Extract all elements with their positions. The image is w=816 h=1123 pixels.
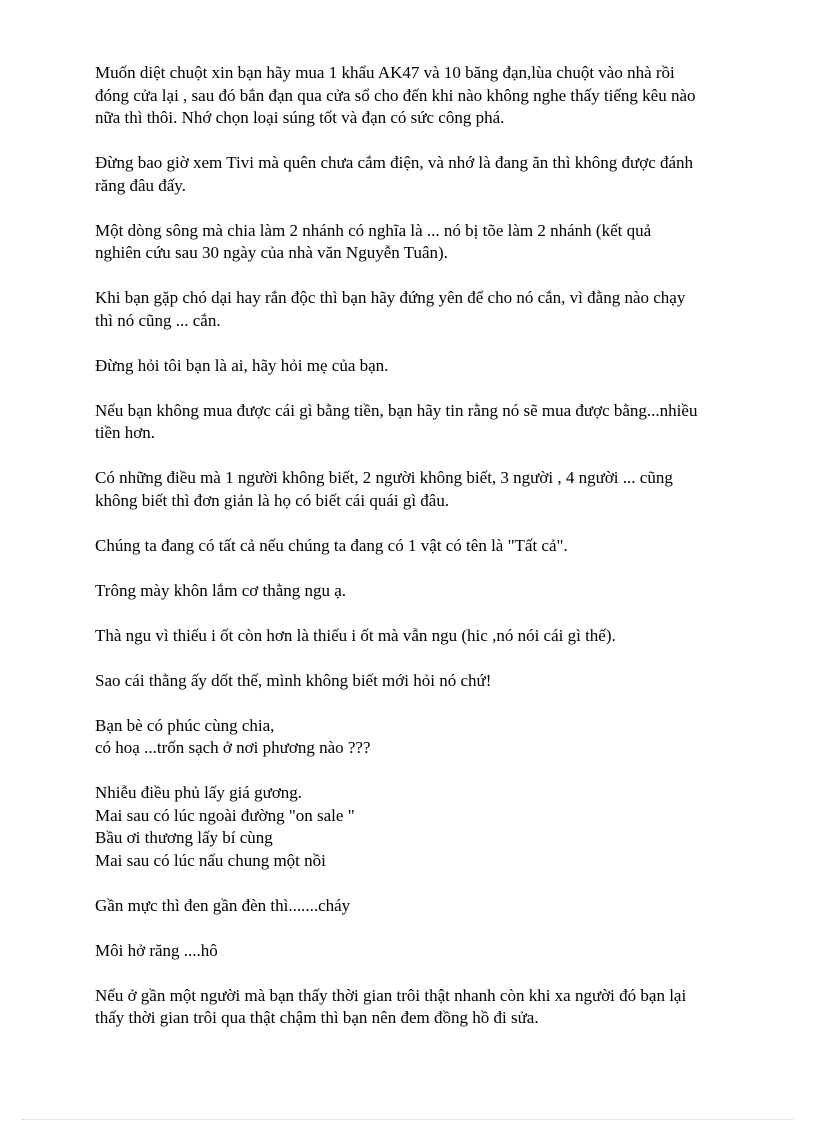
paragraph-3 bbox=[95, 220, 765, 265]
text-line: nghiên cứu sau 30 ngày của nhà văn Nguyễn Tuân). bbox=[95, 243, 448, 262]
text-line: có hoạ ...trốn sạch ở nơi phương nào ??? bbox=[95, 738, 371, 757]
text-line: Gần mực thì đen gần đèn thì.......cháy bbox=[95, 895, 351, 915]
text-line: thì nó cũng ... cắn. bbox=[95, 310, 221, 330]
paragraph-4 bbox=[95, 287, 765, 332]
text-line: nữa thì thôi. Nhớ chọn loại súng tốt và đạn có sức công phá. bbox=[95, 108, 505, 127]
paragraph-9 bbox=[95, 580, 765, 603]
paragraph-10 bbox=[95, 625, 765, 648]
paragraph-2 bbox=[95, 152, 765, 197]
text-line: không biết thì đơn giản là họ có biết cái quái gì đâu. bbox=[95, 490, 450, 510]
paragraph-7 bbox=[95, 467, 765, 512]
paragraph-6 bbox=[95, 400, 765, 445]
text-line: Bầu ơi thương lấy bí cùng bbox=[95, 828, 273, 847]
paragraph-14 bbox=[95, 895, 765, 918]
text-line: Một dòng sông mà chia làm 2 nhánh có nghĩa là ... nó bị tõe làm 2 nhánh (kết quả bbox=[95, 220, 652, 240]
text-line: Đừng hỏi tôi bạn là ai, hãy hỏi mẹ của bạn. bbox=[95, 355, 389, 375]
paragraph-1 bbox=[95, 62, 765, 130]
text-line: Muốn diệt chuột xin bạn hãy mua 1 khẩu AK47 và 10 băng đạn,lùa chuột vào nhà rồi bbox=[95, 63, 675, 82]
text-line: Nếu bạn không mua được cái gì bằng tiền, bạn hãy tin rằng nó sẽ mua được bằng...nhiều bbox=[95, 400, 698, 420]
text-line: Bạn bè có phúc cùng chia, bbox=[95, 715, 275, 735]
text-line: Chúng ta đang có tất cả nếu chúng ta đang có 1 vật có tên là "Tất cả". bbox=[95, 535, 568, 555]
paragraph-15 bbox=[95, 940, 765, 963]
text-line: răng đâu đấy. bbox=[95, 175, 186, 195]
text-line: đóng cửa lại , sau đó bắn đạn qua cửa sổ cho đến khi nào không nghe thấy tiếng kêu nào bbox=[95, 85, 696, 105]
text-line: Khi bạn gặp chó dại hay rắn độc thì bạn hãy đứng yên để cho nó cắn, vì đằng nào chạy bbox=[95, 288, 686, 307]
paragraph-5 bbox=[95, 355, 765, 378]
text-line: Trông mày khôn lắm cơ thằng ngu ạ. bbox=[95, 580, 347, 600]
text-line: Môi hở răng ....hô bbox=[95, 940, 218, 960]
text-line: Nhiễu điều phủ lấy giá gương. bbox=[95, 783, 303, 802]
paragraph-8 bbox=[95, 535, 765, 558]
paragraph-16 bbox=[95, 985, 765, 1030]
text-line: Đừng bao giờ xem Tivi mà quên chưa cắm điện, và nhớ là đang ăn thì không được đánh bbox=[95, 153, 694, 172]
paragraph-11 bbox=[95, 670, 765, 693]
document-body bbox=[95, 62, 765, 1052]
text-line: tiền hơn. bbox=[95, 423, 155, 442]
paragraph-13 bbox=[95, 782, 765, 872]
text-line: Sao cái thằng ấy dốt thế, mình không biết mới hỏi nó chứ! bbox=[95, 670, 492, 690]
text-line: Mai sau có lúc nấu chung một nồi bbox=[95, 850, 326, 870]
text-line: thấy thời gian trôi qua thật chậm thì bạn nên đem đồng hồ đi sửa. bbox=[95, 1008, 539, 1027]
page-bottom-edge bbox=[22, 1119, 794, 1120]
text-line: Có những điều mà 1 người không biết, 2 người không biết, 3 người , 4 người ... cũng bbox=[95, 468, 673, 487]
text-line: Mai sau có lúc ngoài đường "on sale " bbox=[95, 805, 355, 825]
text-line: Thà ngu vì thiếu i ốt còn hơn là thiếu i ốt mà vẫn ngu (hic ,nó nói cái gì thế). bbox=[95, 625, 616, 645]
text-line: Nếu ở gần một người mà bạn thấy thời gian trôi thật nhanh còn khi xa người đó bạn lại bbox=[95, 985, 687, 1005]
paragraph-12 bbox=[95, 715, 765, 760]
